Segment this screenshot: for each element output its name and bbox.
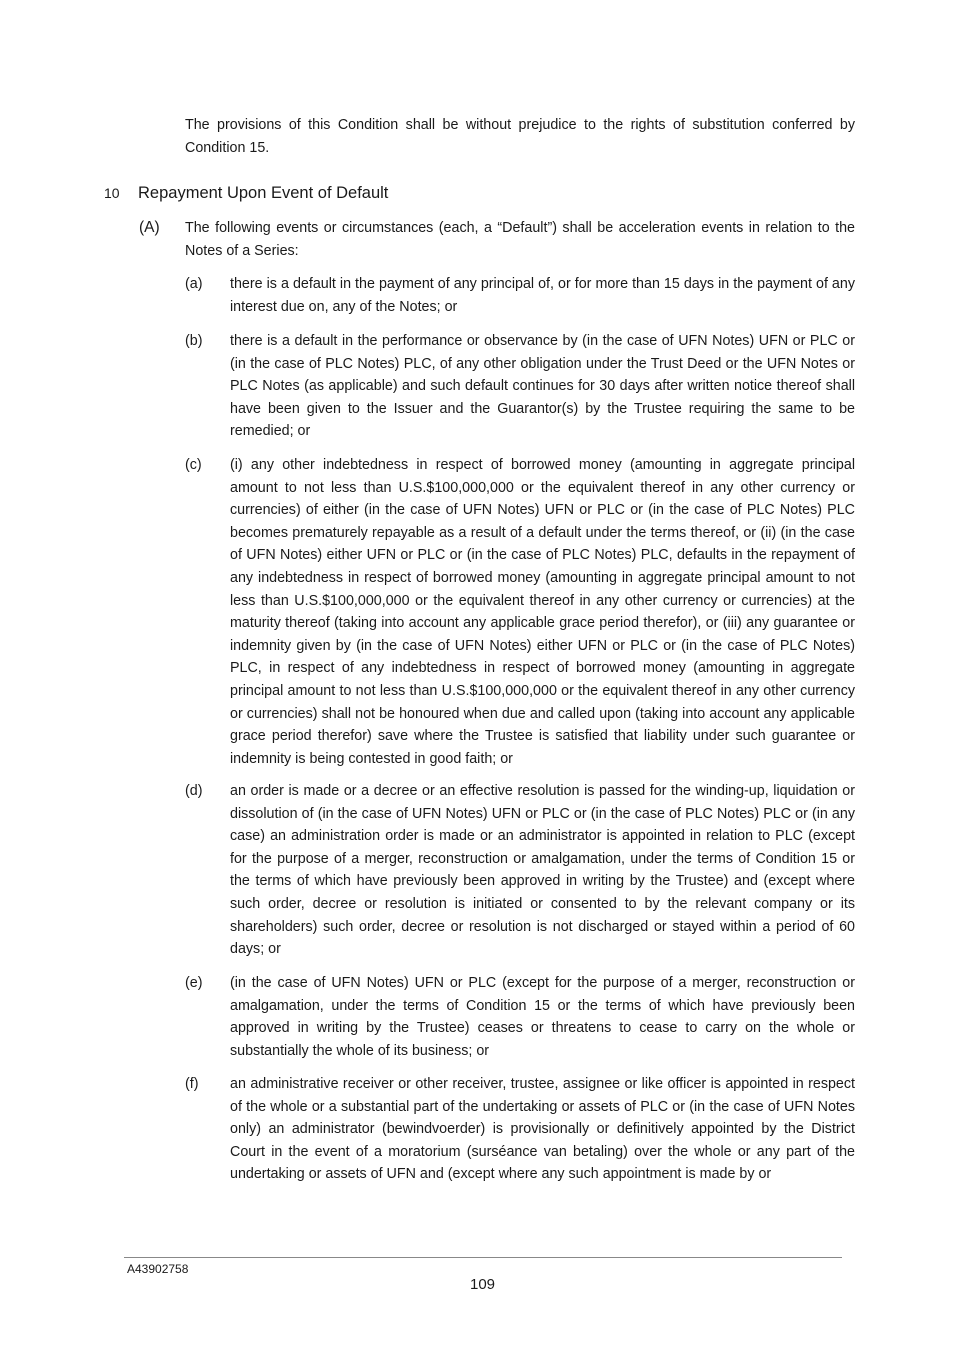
section-title: Repayment Upon Event of Default [138, 184, 389, 202]
section-heading [104, 182, 388, 204]
item-text: there is a default in the payment of any principal of, or for more than 15 days in the payment of any interest due on, any of the Notes; or [230, 276, 855, 315]
item-text: an administrative receiver or other receiver, trustee, assignee or like officer is appointed in respect of the whole or a substantial part of the undertaking or assets of PLC or (in the case of UFN Notes only) an administrator (bewindvoerder) is provisionally or definitively appointed by the District Court in the event of a moratorium (surséance van betaling) over the whole or any part of the undertaking or assets of UFN and (except where any such appointment is made by or [230, 1076, 855, 1183]
list-item-a [185, 273, 855, 318]
item-text: there is a default in the performance or observance by (in the case of UFN Notes) UFN or PLC or (in the case of PLC Notes) PLC, of any other obligation under the Trust Deed or the UFN Notes or PLC Notes (as applicable) and such default continues for 30 days after written notice thereof shall have been given to the Issuer and the Guarantor(s) by the Trustee requiring the same to be remedied; or [230, 333, 855, 440]
document-reference: A43902758 [127, 1262, 189, 1276]
item-text: an order is made or a decree or an effective resolution is passed for the winding-up, liquidation or dissolution of (in the case of UFN Notes) UFN or PLC or (in the case of PLC Notes) PLC or (in any case) an administration order is made or an administrator is appointed in relation to PLC (except for the purpose of a merger, reconstruction or amalgamation, under the terms of Condition 15 or the terms of which have previously been approved in writing by the Trustee) and (except where such order, decree or resolution is initiated or consented to by the relevant company or its shareholders) such order, decree or resolution is not discharged or stayed within a period of 60 days; or [230, 783, 855, 958]
list-item-c [185, 454, 855, 770]
item-text: (in the case of UFN Notes) UFN or PLC (except for the purpose of a merger, reconstruction or amalgamation, under the terms of Condition 15 or the terms of which have previously been approved in writing by the Trustee) ceases or threatens to cease to carry on the whole or substantially the whole of its business; or [230, 975, 855, 1059]
item-label: (e) [185, 975, 203, 991]
condition-a [139, 217, 855, 262]
item-label: (c) [185, 457, 202, 473]
item-label: (d) [185, 783, 203, 799]
condition-label: (A) [139, 219, 160, 236]
section-number: 10 [104, 185, 120, 201]
list-item-f [185, 1073, 855, 1186]
page-number: 109 [469, 1276, 496, 1293]
list-item-d [185, 780, 855, 961]
item-text: (i) any other indebtedness in respect of borrowed money (amounting in aggregate principal amount to not less than U.S.$100,000,000 or the equivalent thereof in any other currency or currencies) of either (in the case of UFN Notes) UFN or PLC or (in the case of PLC Notes) PLC becomes prematurely repayable as a result of a default under the terms thereof, or (ii) (in the case of UFN Notes) either UFN or PLC or (in the case of PLC Notes) PLC, defaults in the repayment of any indebtedness in respect of borrowed money (amounting in aggregate principal amount to not less than U.S.$100,000,000 or the equivalent thereof in any other currency or currencies) at the maturity thereof (taking into account any applicable grace period therefor), or (iii) any guarantee or indemnity given by (in the case of UFN Notes) either UFN or PLC or (in the case of PLC Notes) PLC, in respect of any indebtedness in respect of borrowed money (amounting in aggregate principal amount to not less than U.S.$100,000,000 or the equivalent thereof in any other currency or currencies) shall not be honoured when due and called upon (taking into account any applicable grace period therefor) save where the Trustee is satisfied that liability under such guarantee or indemnity is being contested in good faith; or [230, 457, 855, 767]
list-item-b [185, 330, 855, 443]
footer-divider [124, 1257, 842, 1258]
list-item-e [185, 972, 855, 1062]
item-label: (f) [185, 1076, 199, 1092]
condition-text: The following events or circumstances (each, a “Default”) shall be acceleration events in relation to the Notes of a Series: [185, 220, 855, 259]
item-label: (b) [185, 333, 203, 349]
intro-paragraph: The provisions of this Condition shall be without prejudice to the rights of substitution conferred by Condition 15. [185, 117, 855, 156]
item-label: (a) [185, 276, 203, 292]
